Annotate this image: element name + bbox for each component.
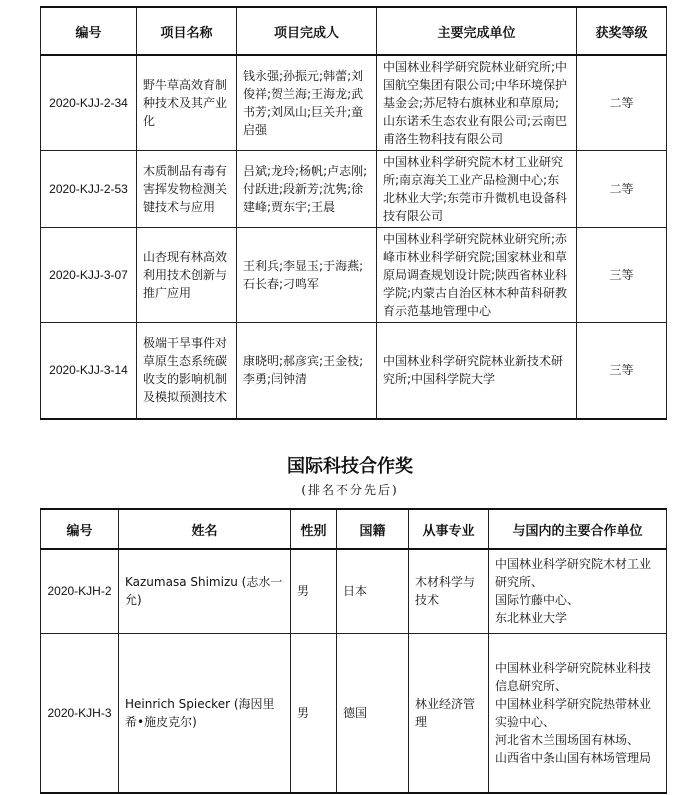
row-persons: 康晓明;郝彦宾;王金枝;李勇;闫钟清: [237, 323, 377, 419]
row-level: 二等: [577, 151, 667, 228]
row-project-name: 木质制品有毒有害挥发物检测关键技术与应用: [137, 151, 237, 228]
table-row: [41, 549, 667, 633]
partner-item: 河北省木兰围场国有林场、: [495, 732, 640, 747]
row-name: Heinrich Spiecker (海因里希•施皮克尔): [119, 633, 291, 793]
row-partners: [489, 549, 667, 633]
row-units: 中国林业科学研究院林业新技术研究所;中国科学院大学: [377, 323, 577, 419]
header-units: 主要完成单位: [377, 7, 577, 55]
row-major: 林业经济管理: [409, 633, 489, 793]
section-note: (排名不分先后): [301, 483, 399, 497]
row-level: 二等: [577, 55, 667, 151]
section-title: 国际科技合作奖: [287, 456, 413, 477]
row-level: 三等: [577, 228, 667, 323]
table-row: [41, 55, 667, 151]
row-gender: 男: [291, 633, 337, 793]
header-major: 从事专业: [409, 509, 489, 549]
row-code: 2020-KJH-2: [41, 549, 119, 633]
row-project-name: 山杏现有林高效利用技术创新与推广应用: [137, 228, 237, 323]
award-table-2: [40, 508, 667, 794]
header-name: 姓名: [119, 509, 291, 549]
row-code: 2020-KJJ-2-53: [41, 151, 137, 228]
row-code: 2020-KJJ-3-07: [41, 228, 137, 323]
row-gender: 男: [291, 549, 337, 633]
header-project-name: 项目名称: [137, 7, 237, 55]
row-major: 木材科学与技术: [409, 549, 489, 633]
header-persons: 项目完成人: [237, 7, 377, 55]
partner-item: 山西省中条山国有林场管理局: [495, 750, 652, 765]
partner-item: 东北林业大学: [495, 611, 568, 626]
partner-item: 中国林业科学研究院木材工业研究所、: [495, 557, 652, 590]
row-code: 2020-KJH-3: [41, 633, 119, 793]
table1-header-row: [41, 7, 667, 55]
table-row: [41, 323, 667, 419]
row-level: 三等: [577, 323, 667, 419]
table2-header-row: [41, 509, 667, 549]
header-code: 编号: [41, 7, 137, 55]
row-project-name: 极端干旱事件对草原生态系统碳收支的影响机制及模拟预测技术: [137, 323, 237, 419]
header-level: 获奖等级: [577, 7, 667, 55]
row-nationality: 日本: [337, 549, 409, 633]
table-row: [41, 228, 667, 323]
header-partners: 与国内的主要合作单位: [489, 509, 667, 549]
row-persons: 王利兵;李显玉;于海燕;石长春;刁鸣军: [237, 228, 377, 323]
row-partners: [489, 633, 667, 793]
table-row: [41, 633, 667, 793]
row-nationality: 德国: [337, 633, 409, 793]
row-name: Kazumasa Shimizu (志水一允): [119, 549, 291, 633]
row-units: 中国林业科学研究院木材工业研究所;南京海关工业产品检测中心;东北林业大学;东莞市升微机电设备科技有限公司: [377, 151, 577, 228]
header-code: 编号: [41, 509, 119, 549]
table-row: [41, 151, 667, 228]
partner-item: 中国林业科学研究院林业科技信息研究所、: [495, 660, 652, 693]
row-code: 2020-KJJ-3-14: [41, 323, 137, 419]
row-persons: 吕斌;龙玲;杨帆;卢志刚;付跃进;段新芳;沈隽;徐建峰;贾东宇;王晨: [237, 151, 377, 228]
award-table-1: [40, 6, 667, 420]
row-code: 2020-KJJ-2-34: [41, 55, 137, 151]
header-nationality: 国籍: [337, 509, 409, 549]
row-units: 中国林业科学研究院林业研究所;赤峰市林业科学研究院;国家林业和草原局调查规划设计院;陕西省林业科学院;内蒙古自治区林木种苗科研教育示范基地管理中心: [377, 228, 577, 323]
row-units: 中国林业科学研究院林业研究所;中国航空集团有限公司;中华环境保护基金会;苏尼特右旗林业和草原局;山东诺禾生态农业有限公司;云南巴甫洛生物科技有限公司: [377, 55, 577, 151]
header-gender: 性别: [291, 509, 337, 549]
partner-item: 国际竹藤中心、: [495, 593, 580, 608]
row-project-name: 野牛草高效育制种技术及其产业化: [137, 55, 237, 151]
partner-item: 中国林业科学研究院热带林业实验中心、: [495, 696, 652, 729]
row-persons: 钱永强;孙振元;韩蕾;刘俊祥;贺兰海;王海龙;武书芳;刘凤山;巨关升;童启强: [237, 55, 377, 151]
